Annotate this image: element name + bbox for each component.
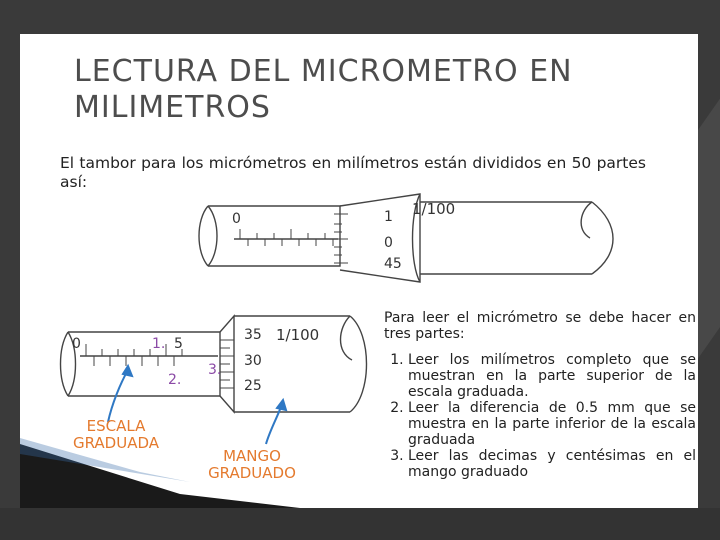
bottom-sleeve-five: 5 (174, 336, 183, 352)
steps-intro: Para leer el micrómetro se debe hacer en tres partes: (384, 310, 696, 342)
escala-graduada-label: ESCALA GRADUADA (72, 417, 160, 452)
steps-list (384, 352, 696, 480)
marker-2: 2. (168, 372, 182, 388)
reading-steps (384, 310, 696, 480)
top-sleeve-zero: 0 (232, 211, 241, 227)
intro-text: El tambor para los micrómetros en milímetros están divididos en 50 partes así: (60, 154, 646, 191)
top-resolution: 1/100 (412, 200, 456, 218)
arrow-to-scale (108, 366, 132, 422)
bottom-sleeve-zero: 0 (72, 336, 81, 352)
top-micrometer (199, 194, 613, 282)
step-item: 2. Leer la diferencia de 0.5 mm que se muestra en la parte inferior de la escala graduada (408, 400, 696, 448)
step-item: 3. Leer las decimas y centésimas en el mango graduado (408, 448, 696, 480)
top-drum-1: 1 (384, 209, 393, 225)
bottom-resolution: 1/100 (276, 326, 320, 344)
drum-30: 30 (244, 353, 262, 369)
drum-35: 35 (244, 327, 262, 343)
top-drum-45: 45 (384, 256, 402, 272)
top-drum-0: 0 (384, 235, 393, 251)
mango-graduado-label: MANGO GRADUADO (208, 447, 296, 482)
slide (20, 34, 698, 508)
step-item: 1. Leer los milímetros completo que se muestran en la parte superior de la escala graduada. (408, 352, 696, 400)
bottom-bar (0, 508, 720, 540)
arrow-to-handle (266, 400, 286, 444)
marker-1: 1. (152, 336, 166, 352)
slide-title: LECTURA DEL MICROMETRO EN MILIMETROS (74, 54, 573, 125)
drum-25: 25 (244, 378, 262, 394)
marker-3: 3. (208, 362, 222, 378)
